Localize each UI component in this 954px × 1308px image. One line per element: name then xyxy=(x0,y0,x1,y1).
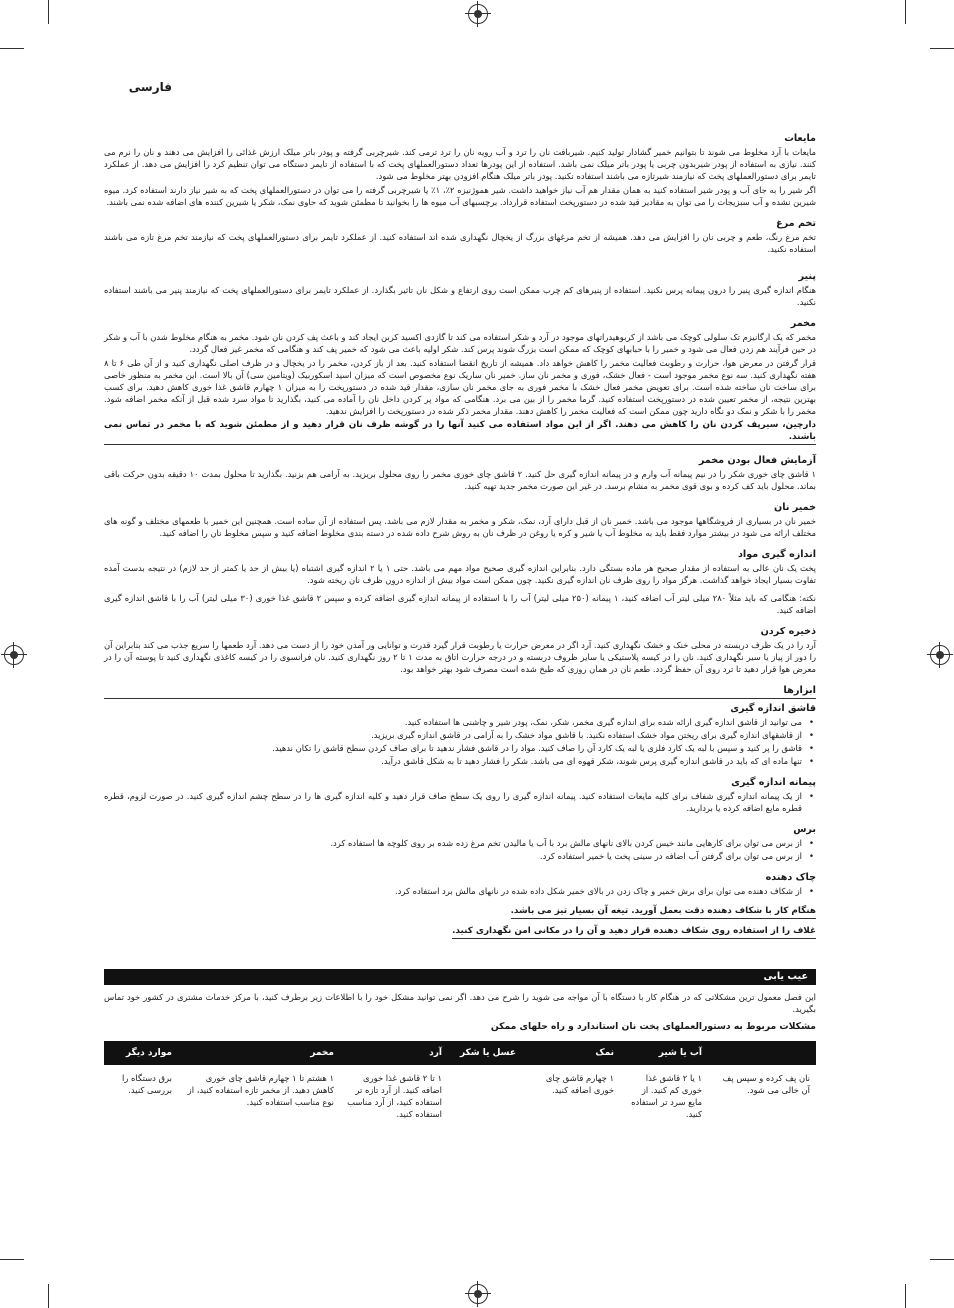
paragraph: پخت یک نان عالی به استفاده از مقدار صحیح هر ماده بستگی دارد. بنابراین اندازه گیری صحیح مواد مهم می باشد. حتی ۱ یا ۲ اندازه گیری اشتباه (یا بیش از حد یا کمتر از حد لازم) در نتیجه بدست آمده تفاوت بسیار ایجاد خواهد گذاشت. هرگز مواد را روی ظرف نان اندازه گیری نکنید. چون ممکن است مواد بیش از اندازه درون ظرف نان ریخته شود. xyxy=(104,563,816,585)
table-cell: ۱ چهارم قاشق چای خوری اضافه کنید. xyxy=(545,1073,614,1095)
crop-mark xyxy=(930,48,954,49)
warning-text xyxy=(104,419,816,445)
table-header xyxy=(708,1041,816,1065)
subsection-title-brush: برس xyxy=(793,824,816,835)
list-item: • قاشق را پر کنید و سپس با لبه یک کارد فلزی یا لبه یک کارد آن را صاف کنید. مواد را در قاشق فشار ندهید تا برای صاف کردن سطح قاشق را تکان ندهید. xyxy=(104,742,802,754)
table-cell: ۱ هشتم تا ۱ چهارم قاشق چای خوری کاهش دهید. از مخمر تازه استفاده کنید، از نوع مناسب استفاده کنید. xyxy=(187,1073,334,1107)
registration-mark-icon xyxy=(468,4,488,24)
brush-list xyxy=(104,837,816,862)
warning-text xyxy=(104,905,816,919)
section-title-measure: اندازه گیری مواد xyxy=(737,549,816,560)
crop-mark xyxy=(48,1284,49,1308)
section-title-yeast: مخمر xyxy=(790,318,816,329)
table-title: مشکلات مربوط به دستورالعملهای پخت نان استاندارد و راه حلهای ممکن xyxy=(490,1021,816,1032)
warning-text xyxy=(104,925,816,939)
list-item: • از شکاف دهنده می توان برای برش خمیر و چاک زدن در بالای خمیر شکل داده شده در نانهای مالش برد استفاده کرد. xyxy=(104,885,802,897)
paragraph: اگر شیر را به جای آب و پودر شیر استفاده کنید به همان مقدار هم آب نیاز خواهید داشت. شیر هموژنیزه ۲٪، ۱٪ یا شیرچربی گرفته را می توان در دستورالعملهای پخت که به شیر نیاز دارند استفاده کرد. میوه شیرین نشده و آب سبزیجات را می توان به مقادیر قید شده در دستورپخت استفاده قرارداد. برچسبهای آب میوه ها را بخوانید تا مطمئن شوید که حاوی نمک، شکر یا شیرین کننده های اضافه شده نمی باشند. xyxy=(104,185,816,207)
subsection-title-spoon: قاشق اندازه گیری xyxy=(730,703,816,714)
subsection-title-cutter: چاک دهنده xyxy=(765,872,816,883)
list-item: • از قاشقهای اندازه گیری برای ریختن مواد خشک استفاده نکنید. با قاشق مواد خشک را به آرامی در قاشق اندازه گیری بریزید. xyxy=(104,729,802,741)
table-cell: برق دستگاه را بررسی کنید. xyxy=(122,1073,172,1095)
cutter-list xyxy=(104,885,816,897)
crop-mark xyxy=(0,1259,24,1260)
paragraph: ۱ قاشق چای خوری شکر را در نیم پیمانه آب وارم و در پیمانه اندازه گیری حل کنید. ۲ قاشق چای خوری مخمر را روی محلول بریزید. به آرامی هم بزنید. بگذارید تا محلول بمدت ۱۰ دقیقه بدون حرکت باقی بماند. محلول باید کف کرده و بوی قوی مخمر به مشام برسد. در غیر این صورت مخمر جدید تهیه کنید. xyxy=(104,469,816,491)
language-label: فارسی xyxy=(128,80,172,94)
cup-list xyxy=(104,790,816,814)
table-row xyxy=(104,1065,816,1120)
paragraph: تخم مرغ رنگ، طعم و چربی نان را افزایش می دهد. همیشه از تخم مرغهای بزرگ از یخچال نگهداری شده اند استفاده کنید. از عملکرد تایمر برای دستورالعملهای پخت که نیازمند تخم مرغ تازه می باشند استفاده نکنید. xyxy=(104,232,816,254)
table-cell: نان پف کرده و سپس پف آن خالی می شود. xyxy=(722,1073,810,1095)
paragraph: آرد را در یک ظرف دربسته در محلی خنک و خشک نگهداری کنید. آرد اگر در معرض حرارت یا رطوبت قرار گیرد قدرت و توانایی ور آمدن خود را از دست می دهد. آرد طعمها را سریع جذب می کند بنابراین آن را دور از پیاز یا سیر نگهداری کنید. نان را در کیسه پلاستیکی یا سایر ظروف دربسته و در درجه حرارت اتاق به مدت ۱ تا ۲ روز نگهداری کنید. نان فرانسوی را در کیسه کاغذی نگهداری کنید تا پوسته آن را در معرض هوا قرار دهید تا ترد روی آن حفظ گردد. طعم نان در همان روزی که طبخ شده است مصرف شود بهتر خواهد بود. xyxy=(104,640,816,674)
table-header: آب یا شیر xyxy=(620,1041,708,1065)
section-title-troubleshooting: عیب یابی xyxy=(104,969,816,985)
manual-content xyxy=(104,133,816,1120)
crop-mark xyxy=(930,1259,954,1260)
list-item: • تنها ماده ای که باید در قاشق اندازه گیری پرس شوند، شکر قهوه ای می باشد. شکر را فشار دهید تا به شکل قاشق درآید. xyxy=(104,755,802,767)
section-title-tools: ابزارها xyxy=(104,685,816,699)
table-cell: ۱ یا ۲ قاشق غذا خوری کم کنید. از مایع سرد تر استفاده کنید. xyxy=(631,1073,702,1119)
paragraph: این فصل معمول ترین مشکلاتی که در هنگام کار با دستگاه با آن مواجه می شوید را شرح می دهد. اگر نمی توانید مشکل خود را با اطلاعات زیر برطرف کنید، با مرکز خدمات مشتری در کشور خود تماس بگیرید. xyxy=(104,992,816,1014)
cutter-warning-1: هنگام کار با شکاف دهنده دقت بعمل آورید. تیغه آن بسیار تیز می باشد. xyxy=(511,905,816,919)
section-title-liquids: مایعات xyxy=(784,133,816,144)
troubleshooting-table xyxy=(104,1041,816,1120)
table-header-row xyxy=(104,1041,816,1065)
crop-mark xyxy=(0,48,24,49)
yeast-warning: دارچین، سیرپف کردن نان را کاهش می دهند. اگر از این مواد استفاده می کنید آنها را در گوشه ظرف نان قرار دهید و از مطمئن شوید که با مخمر در تماس نمی باشند. xyxy=(104,419,816,445)
table-header: آرد xyxy=(340,1041,448,1065)
subsection-title-cup: پیمانه اندازه گیری xyxy=(731,777,816,788)
registration-mark-icon xyxy=(930,645,950,665)
section-title-eggs: تخم مرغ xyxy=(776,218,816,229)
paragraph: مخمر که یک ارگانیزم تک سلولی کوچک می باشد از کربوهیدراتهای موجود در آرد و شکر استفاده می کند تا گازدی اکسید کربن ایجاد کند و باعث پف کردن نان شود. مخمر به هنگام مخلوط شدن با آب و شکر در حین فرآیند هم زدن فعال می شود و خمیر را با حبابهای کوچک که ممکن است بزرگ شوند پرس کند. شکر اولیه باعث می شود که خمیر پف کند و هنگامی که مخمر غیر فعال گردد. xyxy=(104,332,816,354)
paragraph: خمیر نان در بسیاری از فروشگاهها موجود می باشد. خمیر نان از قبل دارای آرد، نمک، شکر و مخمر به مقدار لازم می باشد. پس استفاده از آن ساده است. همچنین این خمیر با طعمهای مختلف و گونه های مختلف ارائه می شود در بیشتر موارد فقط باید به مخلوط آب یا شیر و کره یا روغن در ظرف نان به روش شرح داده شده در دسته بندی مخلوط اضافه کنید و سپس مخلوط نان را اضافه کنید. xyxy=(104,516,816,538)
list-item: • از یک پیمانه اندازه گیری شفاف برای کلیه مایعات استفاده کنید. پیمانه اندازه گیری را روی یک سطح صاف قرار دهید و کلیه اندازه گیری ها را در سطح چشم اندازه گیری کنید. در صورت لزوم، قطره قطره مایع اضافه کرده یا بردارید. xyxy=(104,790,802,814)
crop-mark xyxy=(905,1284,906,1308)
crop-mark xyxy=(905,0,906,24)
list-item: • از برس می توان برای گرفتن آب اضافه در سینی پخت یا خمیر استفاده کرد. xyxy=(104,850,802,862)
section-title-proof: آزمایش فعال بودن مخمر xyxy=(698,455,816,466)
table-header: نمک xyxy=(522,1041,620,1065)
table-cell: ۱ تا ۲ قاشق غذا خوری اضافه کنید. از آرد تازه تر استفاده کنید، از آرد مناسب استفاده کنید. xyxy=(347,1073,442,1119)
spoon-list xyxy=(104,716,816,767)
table-header: عسل یا شکر xyxy=(448,1041,522,1065)
registration-mark-icon xyxy=(468,1284,488,1304)
list-item: • از برس می توان برای کارهایی مانند خیس کردن بالای نانهای مالش برد با آب یا مالیدن تخم مرغ زده شده بر روی کلوچه ها استفاده کرد. xyxy=(104,837,802,849)
section-title-dough: خمیر نان xyxy=(774,502,816,513)
crop-mark xyxy=(48,0,49,24)
paragraph: هنگام اندازه گیری پنیر را درون پیمانه پرس نکنید. استفاده از پنیرهای کم چرب ممکن است روی ارتفاع و شکل نان تاثیر بگذارد. از عملکرد تایمر برای دستورالعملهای پخت که نیازمند پنیر می باشند استفاده نکنید. xyxy=(104,285,816,307)
table-cell xyxy=(448,1065,522,1120)
list-item: • می توانید از قاشق اندازه گیری ارائه شده برای اندازه گیری مخمر، شکر، نمک، پودر شیر و چاشنی ها استفاده کنید. xyxy=(104,716,802,728)
tip-paragraph: نکته: هنگامی که باید مثلاً ۲۸۰ میلی لیتر آب اضافه کنید، ۱ پیمانه (۲۵۰ میلی لیتر) آب را با استفاده از پیمانه اندازه گیری اضافه کرده و سپس ۲ قاشق غذا خوری (۳۰ میلی لیتر) آب را با قاشق اندازه گیری اضافه کنید. xyxy=(104,593,816,615)
cutter-warning-2: غلاف را از استفاده روی شکاف دهنده قرار دهید و آن را در مکانی امن نگهداری کنید. xyxy=(452,925,816,939)
table-header: مخمر xyxy=(178,1041,340,1065)
registration-mark-icon xyxy=(4,645,24,665)
paragraph: قرار گرفتن در معرض هوا، حرارت و رطوبت فعالیت مخمر را کاهش خواهد داد. همیشه از تاریخ انقضا استفاده کنید. بعد از باز کردن، مخمر را در یخچال و در ظرف اصلی نگهداری کنید و از آن طی ۶ تا ۸ هفته نگهداری کنید. سه نوع مخمر موجود است - فعال خشک، فوری و مخمر نان ساز. خمیر نان ساریک نوع مخصوص است که میزان اسید اسکوربیک (ویتامین سی) آن بالا است. این مخمر به منظور خاصی برای ساخت نان ساخته شده است. برای تعویض مخمر فعال خشک با مخمر فوری به جای مخمر نان سازی، مقدار قید شده در دستورپخت را به میزان ۱ چهارم قاشق غذا خوری کاهش دهید. برای کسب بهترین نتیجه، از مخمر تعیین شده در دستورپخت استفاده کنید. گرما مخمر را از بین می برد. هنگامی که مواد پر کردن داخل نان را آماده می کنید، بگذارید تا مواد سرد شده قبل از آنکه مخمر اضافه شود. مخمر را با شکر و نمک دو نگاه دارید چون ممکن است که فعالیت مخمر را کاهش دهند. مقدار مخمر ذکر شده در دستورپخت را افزایش ندهید. xyxy=(104,358,816,416)
table-header: موارد دیگر xyxy=(104,1041,178,1065)
paragraph: مایعات با آرد مخلوط می شوند تا بتوانیم خمیر گشادار تولید کنیم. شیربافت نان را ترد و آب رویه نان را ترد ترمی کند. شیرچربی گرفته و پودر باتر میلک ارزش غذائی را افزایش می دهند و نان را نرم می کنند. نیازی به استفاده از پودر شیربدون چربی یا پودر باتر میلک نمی باشد. استفاده از این پودرها تعداد دستورالعملهای پخت که با استفاده از تایمر دستگاه می توان تنظیم کرد را افزایش می دهد. از عملکرد تایمر برای دستورالعملهای پخت که نیازمند شیرتازه می باشند استفاده نکنید. پودر باتر میلک هنگام افزودن بهتر مخلوط می شود. xyxy=(104,147,816,181)
section-title-cheese: پنیر xyxy=(798,271,816,282)
section-title-storage: ذخیره کردن xyxy=(760,626,816,637)
